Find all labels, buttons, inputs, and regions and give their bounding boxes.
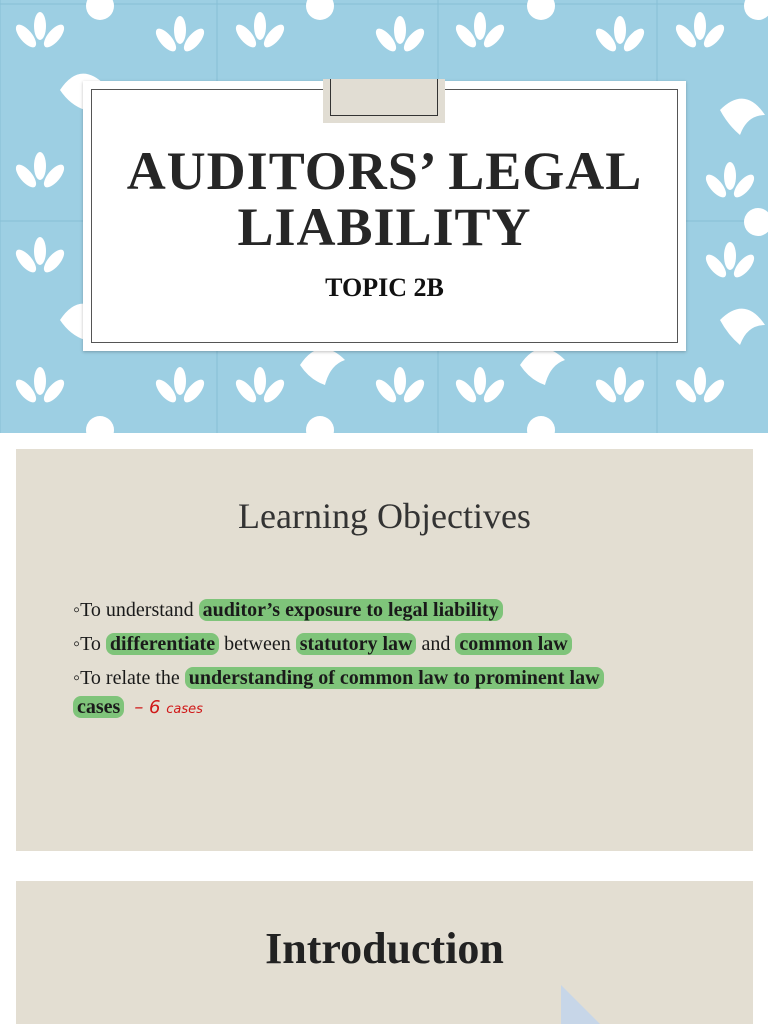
- objective-text: To relate the: [80, 667, 185, 689]
- title-line-1: AUDITORS’ LEGAL: [126, 141, 643, 201]
- highlighted-text: differentiate: [106, 633, 219, 655]
- title-card: [83, 81, 686, 351]
- bullet-marker: ◦: [73, 633, 81, 655]
- highlighted-text: common law: [455, 633, 571, 655]
- objectives-list: [73, 593, 713, 722]
- highlighted-text: statutory law: [296, 633, 417, 655]
- introduction-heading: Introduction: [265, 924, 504, 973]
- objective-text: and: [416, 633, 456, 655]
- objective-text: To understand: [80, 599, 199, 621]
- objective-item-3: [73, 661, 713, 695]
- slide-subtitle: TOPIC 2B: [325, 273, 444, 302]
- title-card-tab: [323, 79, 445, 123]
- highlighted-text: auditor’s exposure to legal liability: [199, 599, 503, 621]
- objective-text: between: [219, 633, 296, 655]
- learning-objectives-slide: [16, 449, 753, 851]
- objective-text: To: [80, 633, 106, 655]
- highlighted-text: understanding of common law to prominent law: [185, 667, 604, 689]
- objective-item-2: [73, 627, 713, 661]
- decorative-triangle: [561, 985, 601, 1024]
- slide-title: [83, 143, 686, 255]
- objective-item-1: [73, 593, 713, 627]
- bullet-marker: ◦: [73, 599, 81, 621]
- introduction-slide: [16, 881, 753, 1024]
- title-slide: [0, 0, 768, 433]
- learning-objectives-heading: Learning Objectives: [238, 496, 531, 536]
- objective-item-3-cont: [73, 695, 713, 722]
- handwritten-annotation: – 6 cases: [134, 697, 203, 718]
- bullet-marker: ◦: [73, 667, 81, 689]
- highlighted-text: cases: [73, 696, 124, 718]
- title-line-2: LIABILITY: [237, 197, 532, 257]
